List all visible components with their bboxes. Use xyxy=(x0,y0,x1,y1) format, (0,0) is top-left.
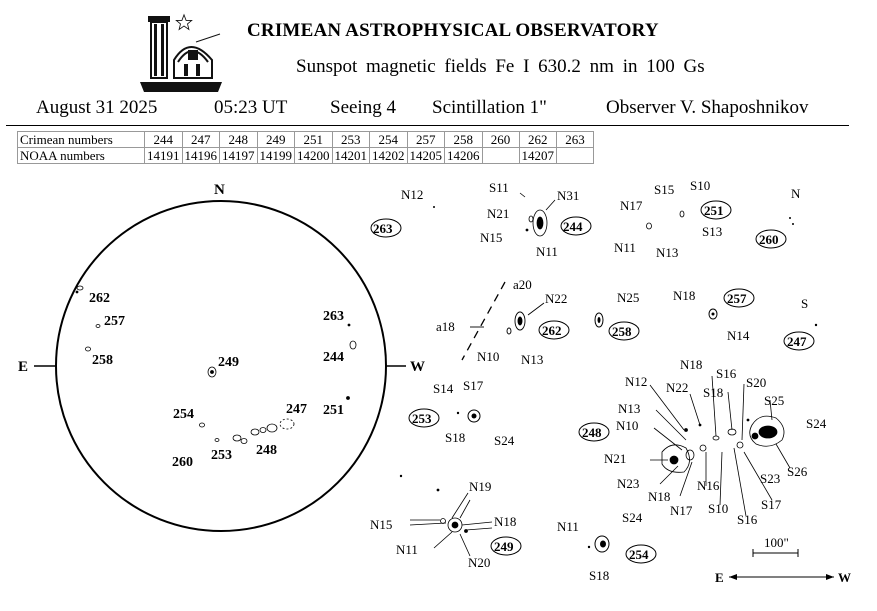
region-label: S17 xyxy=(761,497,782,512)
region-260 xyxy=(756,186,801,248)
region-id: 258 xyxy=(612,324,632,339)
region-244 xyxy=(480,180,591,259)
region-label: N13 xyxy=(521,352,544,367)
table-cell: 254 xyxy=(370,132,408,148)
solar-disk xyxy=(18,182,425,531)
region-label: N17 xyxy=(620,198,643,213)
observation-date: August 31 2025 xyxy=(36,97,158,118)
region-id: 262 xyxy=(542,323,562,338)
scale-bar xyxy=(753,535,798,557)
region-label: S xyxy=(801,296,809,311)
region-label: S10 xyxy=(690,178,711,193)
region-label: N18 xyxy=(680,357,703,372)
region-id: 257 xyxy=(727,291,747,306)
region-label: S20 xyxy=(746,375,767,390)
region-247 xyxy=(784,296,817,350)
region-label: N10 xyxy=(477,349,500,364)
region-label: N11 xyxy=(557,519,579,534)
disk-region-label: 263 xyxy=(323,309,344,324)
region-label: N11 xyxy=(614,240,636,255)
region-label: N20 xyxy=(468,555,491,570)
region-label: N15 xyxy=(480,230,503,245)
region-label: N xyxy=(791,186,801,201)
region-id: 253 xyxy=(412,411,432,426)
region-label: S16 xyxy=(737,512,758,527)
region-label: N18 xyxy=(673,288,696,303)
region-label: S13 xyxy=(702,224,723,239)
region-label: N12 xyxy=(625,374,648,389)
observer-name: Observer V. Shaposhnikov xyxy=(606,97,809,118)
disk-region-label: 258 xyxy=(92,353,113,368)
page-subtitle: Sunspot magnetic fields Fe I 630.2 nm in 100 Gs xyxy=(296,56,705,77)
arrow-right-icon xyxy=(826,574,834,580)
region-label: N14 xyxy=(727,328,750,343)
region-label: S17 xyxy=(463,378,484,393)
orientation-west: W xyxy=(838,570,851,585)
disk-region-label: 257 xyxy=(104,314,125,329)
table-cell: 262 xyxy=(519,132,557,148)
region-label: S25 xyxy=(764,393,785,408)
table-cell: 253 xyxy=(332,132,370,148)
table-cell: 14196 xyxy=(182,148,220,164)
scintillation-value: Scintillation 1" xyxy=(432,97,547,118)
spot xyxy=(472,414,477,419)
table-cell: 14205 xyxy=(407,148,445,164)
region-label: S18 xyxy=(703,385,724,400)
table-cell: 249 xyxy=(257,132,295,148)
region-262 xyxy=(436,277,569,367)
region-253 xyxy=(409,378,515,448)
region-label: N12 xyxy=(401,187,424,202)
region-label: N22 xyxy=(545,291,568,306)
spot xyxy=(457,412,459,414)
region-label: N10 xyxy=(616,418,639,433)
table-cell: 14206 xyxy=(445,148,483,164)
region-label: S18 xyxy=(445,430,466,445)
region-label: N25 xyxy=(617,290,640,305)
region-label: S24 xyxy=(622,510,643,525)
spot xyxy=(712,313,715,316)
region-label: S15 xyxy=(654,182,675,197)
disk-region-label: 262 xyxy=(89,291,110,306)
west-label: W xyxy=(410,359,425,375)
spot xyxy=(815,324,817,326)
seeing-value: Seeing 4 xyxy=(330,97,396,118)
spot xyxy=(598,317,601,323)
region-label: S23 xyxy=(760,471,781,486)
disk-region-label: 254 xyxy=(173,407,194,422)
east-label: E xyxy=(18,359,29,375)
region-251 xyxy=(614,178,731,260)
spot xyxy=(433,206,435,208)
region-label: S11 xyxy=(489,180,509,195)
region-id: 244 xyxy=(563,219,583,234)
table-cell: 257 xyxy=(407,132,445,148)
region-label: N23 xyxy=(617,476,640,491)
region-254 xyxy=(557,510,656,583)
table-label: Crimean numbers xyxy=(18,132,145,148)
table-cell: 260 xyxy=(482,132,519,148)
region-id: 260 xyxy=(759,232,779,247)
table-cell: 14197 xyxy=(220,148,258,164)
region-id: 254 xyxy=(629,547,649,562)
table-cell: 14199 xyxy=(257,148,295,164)
table-cell: 14201 xyxy=(332,148,370,164)
table-cell: 247 xyxy=(182,132,220,148)
region-label: N21 xyxy=(604,451,627,466)
region-id: 248 xyxy=(582,425,602,440)
disk-region-label: 251 xyxy=(323,403,344,418)
region-label: N22 xyxy=(666,380,689,395)
region-label: S24 xyxy=(806,416,827,431)
region-248 xyxy=(579,357,827,527)
region-263 xyxy=(371,187,435,237)
region-id: 263 xyxy=(373,221,393,236)
region-label: S18 xyxy=(589,568,610,583)
region-label: S10 xyxy=(708,501,729,516)
region-258 xyxy=(595,290,639,340)
spot xyxy=(789,217,791,219)
scale-label: 100" xyxy=(764,535,789,550)
region-label: a18 xyxy=(436,319,455,334)
disk-region-label: 244 xyxy=(323,350,344,365)
spot-group xyxy=(462,282,544,360)
disk-region-label: 249 xyxy=(218,355,239,370)
region-label: N18 xyxy=(648,489,671,504)
region-label: N31 xyxy=(557,188,580,203)
region-id: 249 xyxy=(494,539,514,554)
region-label: S26 xyxy=(787,464,808,479)
region-257 xyxy=(673,288,754,343)
region-label: S16 xyxy=(716,366,737,381)
table-cell: 258 xyxy=(445,132,483,148)
region-249 xyxy=(370,475,521,570)
disk-region-label: 253 xyxy=(211,448,232,463)
region-label: N11 xyxy=(396,542,418,557)
region-label: N13 xyxy=(618,401,641,416)
table-cell: 263 xyxy=(557,132,594,148)
table-cell: 248 xyxy=(220,132,258,148)
spot xyxy=(600,541,606,548)
table-label: NOAA numbers xyxy=(18,148,145,164)
orientation-arrow xyxy=(715,570,851,585)
table-cell: 251 xyxy=(295,132,333,148)
page-title: CRIMEAN ASTROPHYSICAL OBSERVATORY xyxy=(247,20,659,41)
table-cell: 14207 xyxy=(519,148,557,164)
region-id: 247 xyxy=(787,334,807,349)
arrow-left-icon xyxy=(729,574,737,580)
region-label: N13 xyxy=(656,245,679,260)
region-label: S24 xyxy=(494,433,515,448)
table-cell: 14191 xyxy=(145,148,183,164)
table-cell: 14202 xyxy=(370,148,408,164)
region-label: N11 xyxy=(536,244,558,259)
spot-group xyxy=(520,193,555,236)
region-label: N15 xyxy=(370,517,393,532)
region-id: 251 xyxy=(704,203,724,218)
region-label: N17 xyxy=(670,503,693,518)
disk-spots xyxy=(76,286,356,444)
observation-time: 05:23 UT xyxy=(214,97,288,118)
region-label: N18 xyxy=(494,514,517,529)
disk-region-label: 260 xyxy=(172,455,193,470)
region-label: N16 xyxy=(697,478,720,493)
region-label: a20 xyxy=(513,277,532,292)
table-cell: 244 xyxy=(145,132,183,148)
spot xyxy=(792,223,794,225)
north-label: N xyxy=(214,182,225,198)
disk-region-label: 247 xyxy=(286,402,307,417)
table-cell: 14200 xyxy=(295,148,333,164)
region-label: N19 xyxy=(469,479,492,494)
spot xyxy=(588,546,590,548)
spot-group xyxy=(647,211,685,229)
region-label: N21 xyxy=(487,206,510,221)
disk-region-label: 248 xyxy=(256,443,277,458)
orientation-east: E xyxy=(715,570,724,585)
region-label: S14 xyxy=(433,381,454,396)
